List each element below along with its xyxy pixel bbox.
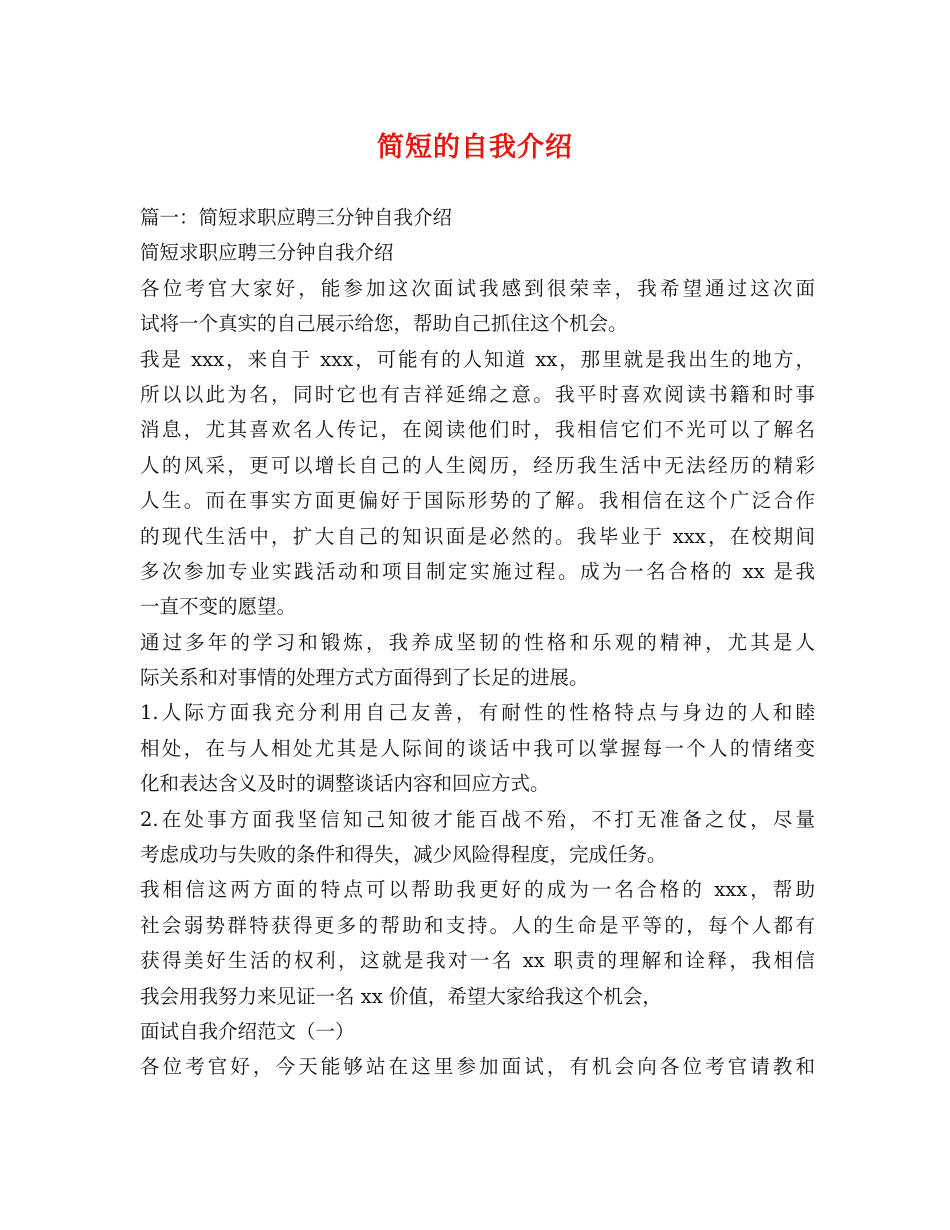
text-line: 篇一：简短求职应聘三分钟自我介绍 bbox=[140, 206, 453, 229]
text-line: 简短求职应聘三分钟自我介绍 bbox=[140, 241, 394, 265]
text-line: 各位考官好，今天能够站在这里参加面试，有机会向各位考官请教和 bbox=[140, 1055, 815, 1079]
text-line: 多次参加专业实践活动和项目制定实施过程。成为一名合格的 xx 是我 bbox=[140, 559, 815, 583]
text-line: 1.人际方面我充分利用自己友善，有耐性的性格特点与身边的人和睦 bbox=[140, 701, 815, 725]
text-line: 试将一个真实的自己展示给您，帮助自己抓住这个机会。 bbox=[140, 312, 628, 336]
text-line: 面试自我介绍范文（一） bbox=[140, 1019, 355, 1043]
document-body bbox=[140, 200, 815, 1085]
text-line: 各位考官大家好，能参加这次面试我感到很荣幸，我希望通过这次面 bbox=[140, 276, 815, 300]
text-line: 获得美好生活的权利，这就是我对一名 xx 职责的理解和诠释，我相信 bbox=[140, 949, 815, 973]
text-line: 所以以此为名，同时它也有吉祥延绵之意。我平时喜欢阅读书籍和时事 bbox=[140, 382, 815, 406]
text-line: 人生。而在事实方面更偏好于国际形势的了解。我相信在这个广泛合作 bbox=[140, 489, 815, 513]
text-line: 考虑成功与失败的条件和得失，减少风险得程度，完成任务。 bbox=[140, 843, 667, 867]
text-line: 我相信这两方面的特点可以帮助我更好的成为一名合格的 xxx，帮助 bbox=[140, 878, 815, 902]
text-line: 人的风采，更可以增长自己的人生阅历，经历我生活中无法经历的精彩 bbox=[140, 453, 815, 477]
text-line: 消息，尤其喜欢名人传记，在阅读他们时，我相信它们不光可以了解名 bbox=[140, 418, 815, 442]
text-line: 通过多年的学习和锻炼，我养成坚韧的性格和乐观的精神，尤其是人 bbox=[140, 630, 815, 654]
text-line: 社会弱势群特获得更多的帮助和支持。人的生命是平等的，每个人都有 bbox=[140, 913, 815, 937]
document-title: 简短的自我介绍 bbox=[377, 132, 573, 163]
text-line: 相处，在与人相处尤其是人际间的谈话中我可以掌握每一个人的情绪变 bbox=[140, 736, 815, 760]
text-line: 2.在处事方面我坚信知己知彼才能百战不殆，不打无准备之仗，尽量 bbox=[140, 807, 815, 831]
text-line: 际关系和对事情的处理方式方面得到了长足的进展。 bbox=[140, 666, 589, 690]
text-line: 我是 xxx，来自于 xxx，可能有的人知道 xx，那里就是我出生的地方， bbox=[140, 347, 815, 371]
text-line: 我会用我努力来见证一名 xx 价值，希望大家给我这个机会， bbox=[140, 984, 662, 1008]
text-line: 化和表达含义及时的调整谈话内容和回应方式。 bbox=[140, 772, 550, 796]
text-line: 的现代生活中，扩大自己的知识面是必然的。我毕业于 xxx，在校期间 bbox=[140, 524, 815, 548]
text-line: 一直不变的愿望。 bbox=[140, 595, 297, 619]
